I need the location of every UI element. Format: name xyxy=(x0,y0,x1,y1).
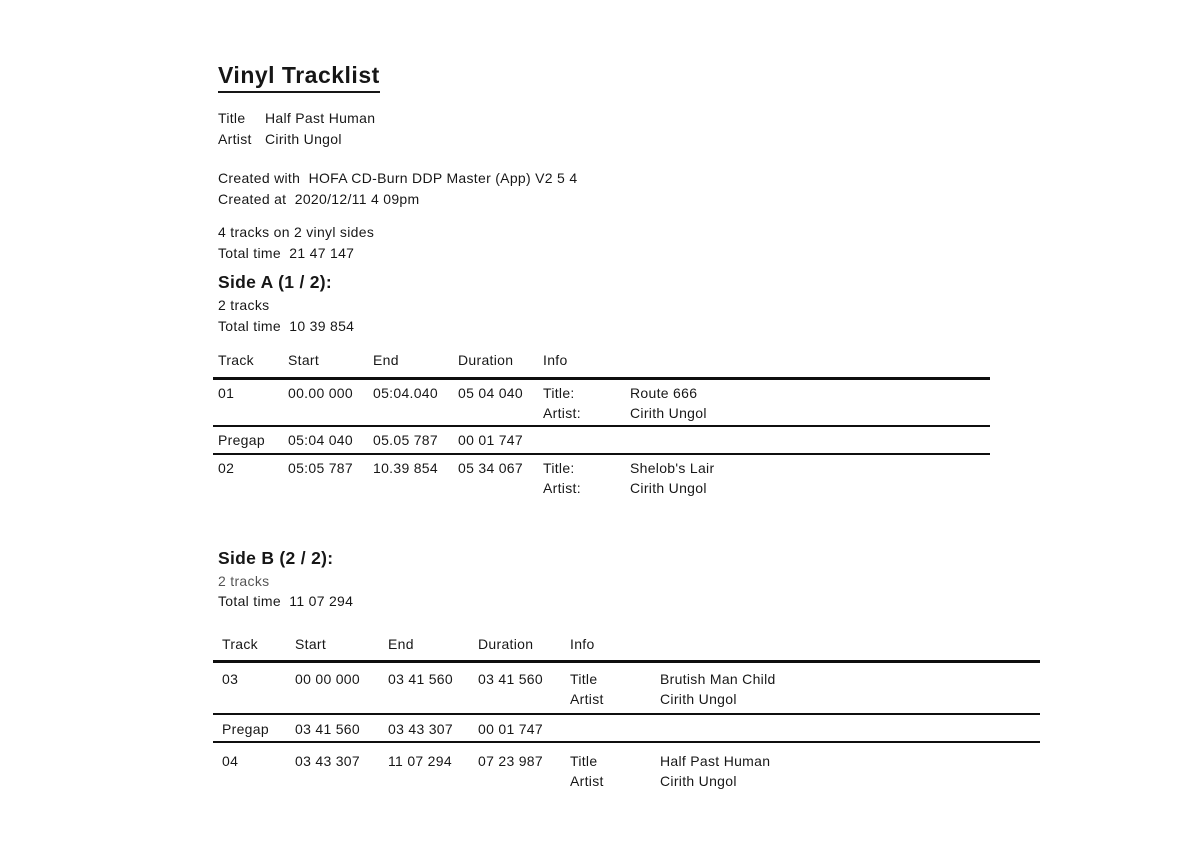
document-title: Vinyl Tracklist xyxy=(218,62,380,93)
cell-end: 03 41 560 xyxy=(388,671,453,687)
col-header-end: End xyxy=(388,636,414,652)
table-rule xyxy=(213,425,990,427)
cell-artist-label: Artist xyxy=(570,773,604,789)
cell-end: 05:04.040 xyxy=(373,385,438,401)
cell-artist-label: Artist xyxy=(570,691,604,707)
col-header-duration: Duration xyxy=(458,352,514,368)
cell-title-label: Title: xyxy=(543,460,575,476)
cell-artist-label: Artist: xyxy=(543,405,581,421)
side-a-total-time-line: Total time 10 39 854 xyxy=(218,318,355,334)
created-with-line: Created with HOFA CD-Burn DDP Master (App) V2 5 4 xyxy=(218,170,578,186)
album-artist-value: Cirith Ungol xyxy=(265,131,342,147)
cell-title: Half Past Human xyxy=(660,753,771,769)
col-header-start: Start xyxy=(288,352,320,368)
cell-duration: 05 04 040 xyxy=(458,385,523,401)
album-title-row xyxy=(218,110,375,126)
cell-title: Brutish Man Child xyxy=(660,671,776,687)
cell-title-label: Title: xyxy=(543,385,575,401)
album-title-label: Title xyxy=(218,110,246,126)
cell-artist: Cirith Ungol xyxy=(660,773,737,789)
cell-start: 03 41 560 xyxy=(295,721,360,737)
table-rule xyxy=(213,741,1040,743)
side-a-heading: Side A (1 / 2): xyxy=(218,272,333,292)
side-b-tracks-line: 2 tracks xyxy=(218,573,270,589)
cell-title-label: Title xyxy=(570,753,598,769)
table-rule xyxy=(213,377,990,380)
cell-duration: 05 34 067 xyxy=(458,460,523,476)
cell-end: 10.39 854 xyxy=(373,460,438,476)
cell-title: Route 666 xyxy=(630,385,698,401)
col-header-start: Start xyxy=(295,636,327,652)
cell-duration: 03 41 560 xyxy=(478,671,543,687)
album-title-value: Half Past Human xyxy=(265,110,376,126)
cell-artist: Cirith Ungol xyxy=(630,405,707,421)
col-header-info: Info xyxy=(543,352,568,368)
cell-start: 03 43 307 xyxy=(295,753,360,769)
cell-track: 03 xyxy=(222,671,239,687)
cell-artist: Cirith Ungol xyxy=(660,691,737,707)
cell-end: 03 43 307 xyxy=(388,721,453,737)
cell-track: 01 xyxy=(218,385,235,401)
cell-duration: 00 01 747 xyxy=(458,432,523,448)
cell-duration: 00 01 747 xyxy=(478,721,543,737)
tracks-summary-line: 4 tracks on 2 vinyl sides xyxy=(218,224,375,240)
table-rule xyxy=(213,453,990,455)
side-b-heading: Side B (2 / 2): xyxy=(218,548,334,568)
cell-track: 02 xyxy=(218,460,235,476)
album-artist-label: Artist xyxy=(218,131,252,147)
side-b-table xyxy=(213,636,1040,796)
col-header-end: End xyxy=(373,352,399,368)
cell-start: 00 00 000 xyxy=(295,671,360,687)
side-a-tracks-line: 2 tracks xyxy=(218,297,270,313)
col-header-track: Track xyxy=(222,636,258,652)
table-rule xyxy=(213,660,1040,663)
created-at-line: Created at 2020/12/11 4 09pm xyxy=(218,191,420,207)
col-header-duration: Duration xyxy=(478,636,534,652)
cell-track: Pregap xyxy=(218,432,265,448)
cell-start: 05:04 040 xyxy=(288,432,353,448)
col-header-info: Info xyxy=(570,636,595,652)
col-header-track: Track xyxy=(218,352,254,368)
cell-track: Pregap xyxy=(222,721,269,737)
cell-artist: Cirith Ungol xyxy=(630,480,707,496)
cell-track: 04 xyxy=(222,753,239,769)
side-b-total-time-line: Total time 11 07 294 xyxy=(218,593,354,609)
cell-artist-label: Artist: xyxy=(543,480,581,496)
cell-end: 11 07 294 xyxy=(388,753,452,769)
cell-title-label: Title xyxy=(570,671,598,687)
cell-end: 05.05 787 xyxy=(373,432,438,448)
total-time-line: Total time 21 47 147 xyxy=(218,245,355,261)
cell-start: 05:05 787 xyxy=(288,460,353,476)
album-artist-row xyxy=(218,131,342,147)
table-rule xyxy=(213,713,1040,715)
cell-duration: 07 23 987 xyxy=(478,753,543,769)
side-a-table xyxy=(213,352,990,504)
cell-start: 00.00 000 xyxy=(288,385,353,401)
cell-title: Shelob's Lair xyxy=(630,460,715,476)
